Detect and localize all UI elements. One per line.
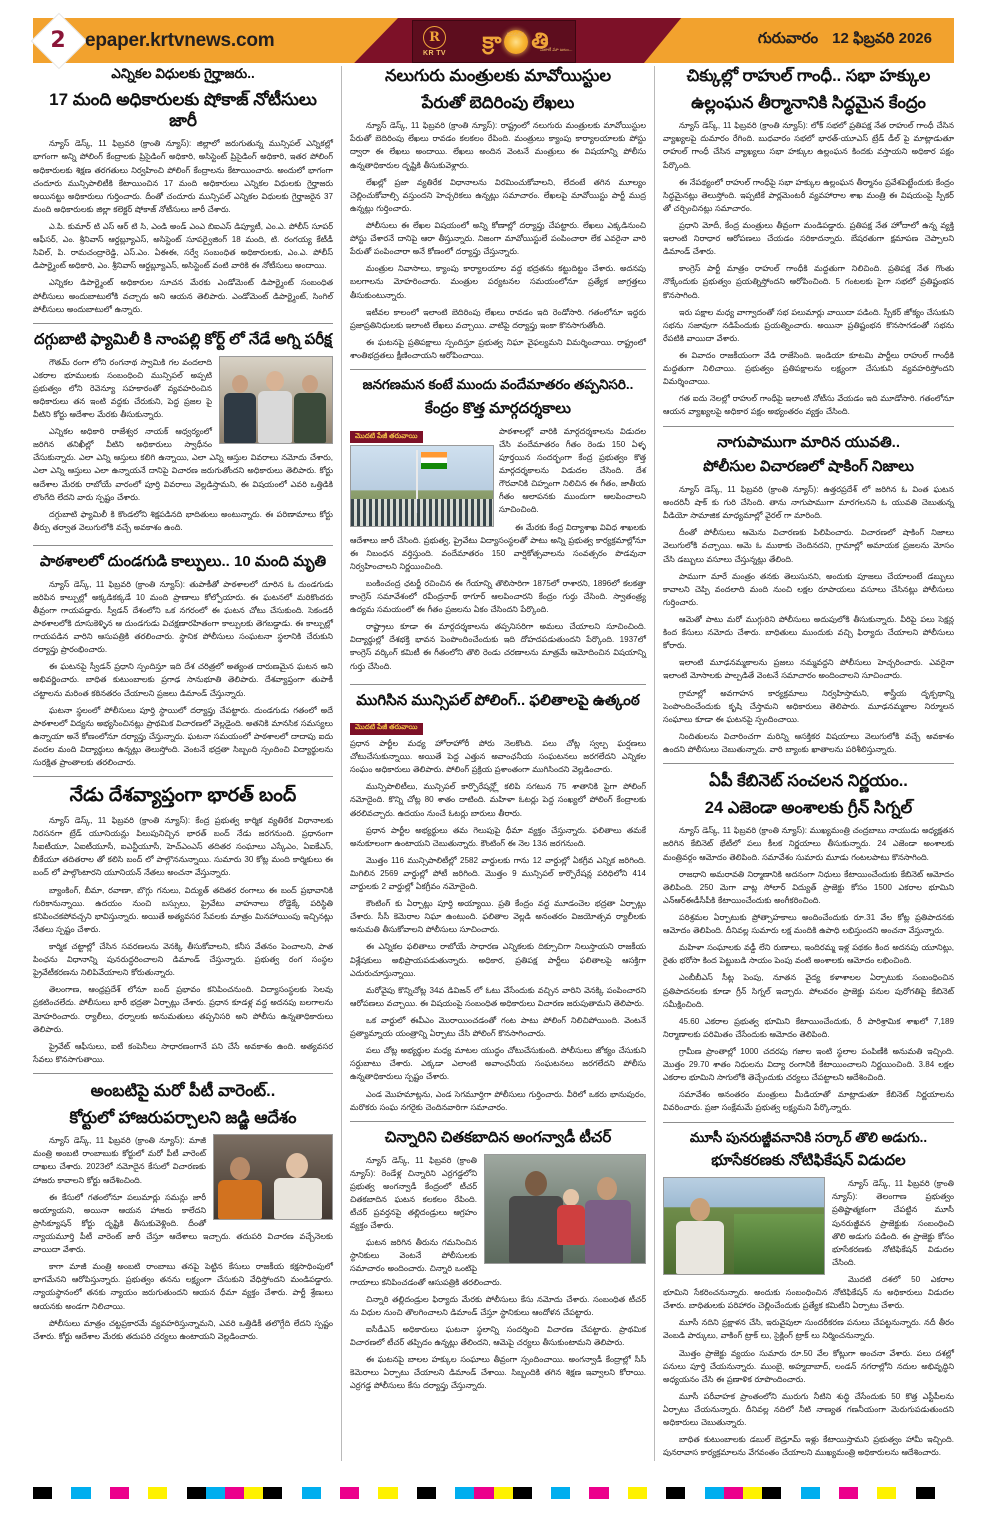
article-rahul-gandhi-privilege[interactable]	[663, 66, 954, 419]
color-bar-segment	[685, 1487, 704, 1499]
color-bar-segment	[187, 1487, 206, 1499]
article-paragraph: న్యూస్ డెస్క్, 11 ఫిబ్రవరి (క్రాంతి న్యూస్): రాష్ట్రంలో నలుగురు మంత్రులకు మావోయిస్టుల పేరుతో బెదిరింపు లేఖలు రావడం కలకలం రేపింది. మంత్రులు క్యాంపు కార్యాలయాలకు పోస్టు ద్వారా ఈ లేఖలు అందాయి. లేఖలు అందిన వెంటనే మంత్రులు ఈ విషయాన్ని పోలీసు ఉన్నతాధికారుల దృష్టికి తీసుకువెళ్లారు.	[350, 121, 646, 170]
kranti-sub-label: దినపత్రిక	[506, 31, 524, 38]
article-paragraph: న్యూస్ డెస్క్, 11 ఫిబ్రవరి (క్రాంతి న్యూస్): జిల్లాలో జరుగుతున్న మున్సిపల్ ఎన్నికల్లో భాగంగా అన్ని పోలింగ్ కేంద్రాలకు ప్రిసైడింగ్ అధికారి, అసిస్టెంట్ ప్రిసైడింగ్ అధికారి, ఇతర పోలింగ్ అధికారులకు శిక్షణ తరగతులు నిర్వహించి పోలింగ్ కేంద్రాలను కేటాయించారు. అందులో భాగంగా చందూరు మున్సిపాలిటీకి కేటాయించిన 17 మంది అధికారులు ఎన్నికల విధులకు గైర్హాజరు అయినట్టు అధికారులు గుర్తించారు. దీంతో చందూరు మున్సిపల్ ఎన్నికల విధులకు గైర్హాజరైన 37 మంది అధికారులకు జిల్లా కలెక్టర్ షోకాజ్ నోటీసులు జారీ చేశారు.	[33, 139, 333, 214]
article-paragraph: మూసీ పరీవాహక ప్రాంతంలోని మురుగు నీటిని శుద్ధి చేసేందుకు 50 కొత్త ఎస్టీపీలను ఏర్పాటు చేయనున్నారు. దీనివల్ల నదిలో నీటి నాణ్యత గణనీయంగా మెరుగుపడుతుందని అధికారులు చెబుతున్నారు.	[663, 1391, 954, 1428]
article-musi-revival[interactable]	[663, 1130, 954, 1464]
article-paragraph: ఘటన జరిగిన తీరును గమనించిన స్థానికులు వెంటనే పోలీసులకు సమాచారం అందించారు. చిన్నారి ఒంటిపై గాయాలు కనిపించడంతో ఆసుపత్రికి తరలించారు.	[350, 1238, 502, 1287]
article-paragraph: ఈ కేసులో గతంలోనూ పలుమార్లు సమన్లు జారీ అయ్యాయని, అయినా ఆయన హాజరు కాలేదని ప్రాసిక్యూషన్ కోర్టు దృష్టికి తీసుకువెళ్లింది. దీంతో న్యాయమూర్తి పీటీ వారెంట్ జారీ చేస్తూ ఆదేశాలు ఇచ్చారు. తదుపరి విచారణ వచ్చేనెలకు వాయిదా వేశారు.	[33, 1192, 333, 1255]
article-maoist-threat-letters[interactable]	[350, 66, 646, 362]
article-paragraph: ప్రధాన పార్టీల మధ్య హోరాహోరీ పోరు నెలకొంది. పలు చోట్ల స్వల్ప ఘర్షణలు చోటుచేసుకున్నాయి. అయితే పెద్ద ఎత్తున అవాంఛనీయ సంఘటనలు జరగలేదని ఎన్నికల సంఘం అధికారులు తెలిపారు. పోలింగ్ ప్రక్రియ ప్రశాంతంగా ముగిసిందని వెల్లడించారు.	[350, 738, 646, 775]
masthead-date-block	[758, 18, 932, 63]
color-registration-bar	[33, 1487, 954, 1499]
article-paragraph: న్యూస్ డెస్క్, 11 ఫిబ్రవరి (క్రాంతి న్యూస్): మాజీ మంత్రి అంబటి రాంబాబుకు కోర్టులో మరో పీటీ వారెంట్ దాఖలు చేశారు. 2023లో నమోదైన కేసులో విచారణకు హాజరు కావాలని కోర్టు ఆదేశించింది.	[33, 1136, 206, 1185]
color-bar-segment	[743, 1487, 762, 1499]
color-bar-segment	[52, 1487, 71, 1499]
color-bar-segment	[858, 1487, 877, 1499]
weekday-label: గురువారం	[757, 30, 819, 47]
color-bar-segment	[935, 1487, 954, 1499]
kranti-wordmark	[457, 30, 575, 54]
color-bar-segment	[916, 1487, 935, 1499]
article-paragraph: న్యూస్ డెస్క్, 11 ఫిబ్రవరి (క్రాంతి న్యూస్): రెండేళ్ల చిన్నారిని ఎర్రగడ్డలోని ప్రభుత్వ అంగన్వాడీ కేంద్రంలో టీచర్ చితకబాదిన ఘటన కలకలం రేపింది. టీచర్ ప్రవర్తనపై తల్లిదండ్రులు ఆగ్రహం వ్యక్తం చేశారు.	[350, 1155, 477, 1231]
article-paragraph: ప్రధాని మోదీ, కేంద్ర మంత్రులు తీవ్రంగా మండిపడ్డారు. ప్రతిపక్ష నేత హోదాలో ఉన్న వ్యక్తి ఇలాంటి నిరాధార ఆరోపణలు చేయడం సరికాదన్నారు. బేషరతుగా క్షమాపణ చెప్పాలని డిమాండ్ చేశారు.	[663, 221, 954, 257]
headline-line-2: 24 ఎజెండా అంశాలకు గ్రీన్ సిగ్నల్	[704, 798, 913, 817]
article-paragraph: ఆమెతో పాటు మరో ముగ్గురిని పోలీసులు అదుపులోకి తీసుకున్నారు. వీరిపై పలు సెక్షన్ల కింద కేసులు నమోదు చేశారు. బాధితులు ముందుకు వచ్చి ఫిర్యాదు చేయాలని పోలీసులు కోరారు.	[663, 615, 954, 651]
color-bar-segment	[398, 1487, 417, 1499]
article-paragraph: పోలీసులు మాత్రం చట్టప్రకారమే వ్యవహరిస్తున్నామని, ఎవరి ఒత్తిడికీ తలొగ్గేది లేదని స్పష్టం చేశారు. కోర్టు ఆదేశాల మేరకు తదుపరి చర్యలు ఉంటాయని వెల్లడించారు.	[33, 1318, 333, 1341]
article-vandemataram-guidelines[interactable]	[350, 377, 646, 677]
article-photo	[213, 1134, 333, 1220]
section-divider	[350, 684, 646, 685]
continued-caption-tag: మొదటి పేజీ తరువాయి	[350, 431, 423, 443]
section-divider	[663, 426, 954, 427]
article-paragraph: బ్యాంకింగ్, బీమా, రవాణా, బొగ్గు గనులు, విద్యుత్ తదితర రంగాలు ఈ బంద్ ప్రభావానికి గురికానున్నాయి. ఉదయం నుంచి బస్సులు, ప్రైవేటు వాహనాలు రోడ్డెక్కే పరిస్థితి కనిపించకపోవచ్చని భావిస్తున్నారు. అయితే అత్యవసర సేవలకు మాత్రం మినహాయింపు ఇచ్చినట్లు నేతలు స్పష్టం చేశారు.	[33, 885, 333, 934]
color-bar-segment	[455, 1487, 474, 1499]
color-bar-segment	[206, 1487, 225, 1499]
article-paragraph: ఎంబీబీఎస్ సీట్ల పెంపు, నూతన వైద్య కళాశాలల ఏర్పాటుకు సంబంధించిన ప్రతిపాదనలకు కూడా గ్రీన్ సిగ్నల్ ఇచ్చారు. పోలవరం ప్రాజెక్టు పనుల పురోగతిపై కేబినెట్ సమీక్షించింది.	[663, 973, 954, 1009]
article-paragraph: ప్రధాన పార్టీల అభ్యర్థులు తమ గెలుపుపై ధీమా వ్యక్తం చేస్తున్నారు. ఫలితాలు తమకే అనుకూలంగా ఉంటాయని చెబుతున్నారు. కౌంటింగ్ ఈ నెల 13న జరగనుంది.	[350, 825, 646, 848]
article-paragraph: న్యూస్ డెస్క్, 11 ఫిబ్రవరి (క్రాంతి న్యూస్): తెలంగాణ ప్రభుత్వం ప్రతిష్టాత్మకంగా చేపట్టిన మూసీ పునరుజ్జీవన ప్రాజెక్టుకు సంబంధించి తొలి అడుగు పడింది. ఈ ప్రాజెక్టు కోసం భూసేకరణకు నోటిఫికేషన్ విడుదల చేసింది.	[832, 1179, 954, 1267]
headline-line-1: నలుగురు మంత్రులకు మావోయిస్టుల	[384, 67, 612, 85]
article-paragraph: పాఠశాలల్లో వారికి మార్గదర్శకాలను విడుదల చేసి వందేమాతరం గీతం రెండు 150 ఏళ్ళ పూర్తయిన సందర్భంగా కేంద్ర ప్రభుత్వం కొత్త మార్గదర్శకాలను విడుదల చేసింది. దేశ గౌరవానికి చిహ్నంగా నిలిచిన ఈ గీతం, జాతీయ గీతం ఆలాపనకు ముందుగా ఆలపించాలని సూచించింది.	[499, 426, 646, 515]
article-ambati-pt-warrant[interactable]	[33, 1081, 333, 1347]
article-paragraph: గ్రామాల్లో అవగాహన కార్యక్రమాలు నిర్వహిస్తామని, శాస్త్రీయ దృక్పథాన్ని పెంపొందించేందుకు కృషి చేస్తామని అధికారులు తెలిపారు. మూఢనమ్మకాల నిర్మూలన సంఘాలు కూడా ఈ ఘటనపై స్పందించాయి.	[663, 688, 954, 724]
color-bar-segment	[474, 1487, 493, 1499]
article-paragraph: ఈ ఘటనపై ప్రతిపక్షాలు స్పందిస్తూ ప్రభుత్వ నిఘా వైఫల్యమని విమర్శించాయి. రాష్ట్రంలో శాంతిభద్రతలు క్షీణించాయని ఆరోపించాయి.	[350, 337, 646, 360]
color-bar-segment	[129, 1487, 148, 1499]
krtv-channel-logo	[413, 21, 457, 62]
color-bar-segment	[436, 1487, 455, 1499]
color-bar-segment	[244, 1487, 263, 1499]
article-paragraph: మంత్రుల నివాసాలు, క్యాంపు కార్యాలయాల వద్ద భద్రతను కట్టుదిట్టం చేశారు. అదనపు బలగాలను మోహరించారు. మంత్రుల పర్యటనల సమయంలోనూ ప్రత్యేక జాగ్రత్తలు తీసుకుంటున్నారు.	[350, 264, 646, 300]
section-divider	[663, 763, 954, 764]
kranti-word-part1: క్రా	[482, 28, 502, 54]
article-paragraph: ఒక వార్డులో ఈవీఎం మొరాయించడంతో గంట పాటు పోలింగ్ నిలిచిపోయింది. వెంటనే ప్రత్యామ్నాయ యంత్రాన్ని ఏర్పాటు చేసి పోలింగ్ కొనసాగించారు.	[350, 1016, 646, 1039]
article-daggubati-family-court[interactable]	[33, 331, 333, 538]
epaper-site-url[interactable]: epaper.krtvnews.com	[85, 29, 275, 51]
section-divider	[350, 1121, 646, 1122]
color-bar-segment	[494, 1487, 513, 1499]
article-paragraph: ఎన్నికల అధికారి రాజేశ్వర నాయక్ ఆధ్వర్యంలో జరిగిన తనిఖీల్లో వీటిని అధికారులు స్వాధీనం చేసుకున్నారు. ఎలా ఎన్ని ఆస్తులు కలిగి ఉన్నాయి, ఎలా ఎన్ని ఆస్తుల వివరాలు నమోదు చేశారు, ఎలా ఎన్ని ఆస్తులు ఎలా ఉన్నాయనే దానిపై విచారణ జరుగుతోందని అధికారులు తెలిపారు. కోర్టు ఆదేశాల మేరకు రాబోయే వారంలో పూర్తి వివరాలు వెల్లడిస్తామని, ఈ విషయంలో ఎవరి ఒత్తిడికి లొంగేది లేదని వారు స్పష్టం చేశారు.	[33, 427, 333, 502]
article-paragraph: బాధిత కుటుంబాలకు డబుల్ బెడ్రూమ్ ఇళ్లు కేటాయిస్తామని ప్రభుత్వం హామీ ఇచ్చింది. పునరావాస కార్యక్రమాలను వేగవంతం చేయాలని ముఖ్యమంత్రి అధికారులను ఆదేశించారు.	[663, 1435, 954, 1458]
article-paragraph: తెలంగాణ, ఆంధ్రప్రదేశ్ లోనూ బంద్ ప్రభావం కనిపించనుంది. విద్యాసంస్థలకు సెలవు ప్రకటించలేదు. పోలీసులు భారీ భద్రతా ఏర్పాట్లు చేశారు. ప్రధాన కూడళ్ల వద్ద అదనపు బలగాలను మోహరించారు. ర్యాలీలు, ధర్నాలకు అనుమతులు తప్పనిసరి అని పోలీసు ఉన్నతాధికారులు తెలిపారు.	[33, 985, 333, 1034]
article-paragraph: ఇలాంటి మూఢనమ్మకాలను ప్రజలు నమ్మవద్దని పోలీసులు హెచ్చరించారు. ఎవరైనా ఇలాంటి మోసాలకు పాల్పడితే వెంటనే సమాచారం అందించాలని సూచించారు.	[663, 658, 954, 681]
article-paragraph: 45.60 ఎకరాల ప్రభుత్వ భూమిని కేటాయించేందుకు, రీ పారిశ్రామిక శాఖలో 7,189 నిర్మాణాలకు పరిమితం చేసేందుకు ఆమోదం తెలిపింది.	[663, 1016, 954, 1039]
headline-line-2: ముగిసిన మున్సిపల్ పోలింగ్.. ఫలితాలపై ఉత్కంఠ	[356, 691, 640, 709]
color-bar-segment	[724, 1487, 743, 1499]
color-bar-segment	[91, 1487, 110, 1499]
column-3	[654, 66, 954, 1461]
headline-line-1: అంబటిపై మరో పీటీ వారెంట్..	[90, 1081, 276, 1100]
color-bar-segment	[148, 1487, 167, 1499]
article-paragraph: పరిశ్రమల ఏర్పాటుకు ప్రోత్సాహకాలు అందించేందుకు రూ.31 వేల కోట్ల ప్రతిపాదనకు ఆమోదం తెలిపింది. దీనివల్ల సుమారు లక్ష మందికి ఉపాధి లభిస్తుందని అంచనా వేస్తున్నారు.	[663, 913, 954, 936]
article-paragraph: చిన్నారి తల్లిదండ్రుల ఫిర్యాదు మేరకు పోలీసులు కేసు నమోదు చేశారు. సంబంధిత టీచర్ ను విధుల నుంచి తొలగించాలని డిమాండ్ చేస్తూ స్థానికులు ఆందోళన చేపట్టారు.	[350, 1294, 646, 1317]
color-bar-segment	[33, 1487, 52, 1499]
color-bar-segment	[282, 1487, 301, 1499]
krtv-monogram-icon: R	[423, 26, 446, 49]
krtv-channel-name: KR TV	[423, 50, 446, 57]
color-bar-segment	[570, 1487, 589, 1499]
color-bar-segment	[302, 1487, 321, 1499]
article-paragraph: ఐసీడీఎస్ అధికారులు ఘటనా స్థలాన్ని సందర్శించి విచారణ చేపట్టారు. ప్రాథమిక విచారణలో టీచర్ తప్పిదం ఉన్నట్లు తేలిందని, ఆమెపై చర్యలు తీసుకుంటామని తెలిపారు.	[350, 1324, 646, 1347]
article-paragraph: న్యూస్ డెస్క్, 11 ఫిబ్రవరి (క్రాంతి న్యూస్): కేంద్ర ప్రభుత్వ కార్మిక వ్యతిరేక విధానాలకు నిరసనగా ట్రేడ్ యూనియన్లు పిలుపునిచ్చిన భారత్ బంద్ నేడు జరగనుంది. ప్రధానంగా సీఐటీయూ, ఏఐటీయూసీ, ఐఎన్టీయూసీ, హెచ్ఎంఎస్ తదితర సంఘాలు ఎస్కేఎం, ఏఐకేఎస్, బీకేయూ తదితరాల తో కలిసి బంద్ లో పాల్గొననున్నాయి. సుమారు 30 కోట్ల మంది కార్మికులు ఈ బంద్ లో పాల్గొంటారని యూనియన్ నేతలు అంచనా వేస్తున్నారు.	[33, 816, 333, 878]
article-paragraph: దీంతో పోలీసులు ఆమెను విచారణకు పిలిపించారు. విచారణలో షాకింగ్ నిజాలు వెలుగులోకి వచ్చాయి. ఆమె ఓ ముఠాకు చెందినదని, గ్రామాల్లో అమాయక ప్రజలను మోసం చేసి డబ్బులు వసూలు చేస్తున్నట్లు తేలింది.	[663, 528, 954, 564]
headline-line-1: చిక్కుల్లో రాహుల్ గాంధీ.. సభా హక్కుల	[686, 67, 931, 85]
section-divider	[33, 1073, 333, 1074]
article-paragraph: ఎన్నికల డిపార్ట్మెంట్ అధికారుల సూచన మేరకు ఎండోమెంట్ డిపార్ట్మెంట్ సంబంధిత పోలీసులు అందుబాటులోకి వచ్చారు అని ఆయన తెలిపారు. ఎండోమెంట్ డిపార్ట్మెంట్, సింగిల్ పోలీసులు అందుబాటులో ఉన్నారు.	[33, 278, 333, 314]
color-bar-segment	[110, 1487, 129, 1499]
article-paragraph: న్యూస్ డెస్క్, 11 ఫిబ్రవరి (క్రాంతి న్యూస్): తుపాకీతో పాఠశాలలో దూరిన ఓ దుండగుడు జరిపిన కాల్పుల్లో అక్కడికక్కడే 10 మంది ప్రాణాలు కోల్పోయారు. ఈ ఘటనలో మరికొందరు తీవ్రంగా గాయపడ్డారు. స్వీడన్ దేశంలోని ఒక నగరంలో ఈ ఘటన చోటు చేసుకుంది. సెకండరీ పాఠశాలలోకి దూసుకెళ్ళిన ఆ దుండగుడు విచక్షణారహితంగా కాల్పులకు తెగబడ్డాడు. ఈ కాల్పుల్లో గాయపడిన వారిని ఆసుపత్రికి తరలించారు. స్థానిక పోలీసులు సంఘటనా స్థలానికి చేరుకుని దర్యాప్తు ప్రారంభించారు.	[33, 579, 333, 655]
headline-line-1: నాగుపాముగా మారిన యువతి..	[716, 433, 901, 451]
article-photo	[484, 1154, 646, 1264]
article-paragraph: కాంగ్రెస్ పార్టీ మాత్రం రాహుల్ గాంధీకి మద్దతుగా నిలిచింది. ప్రతిపక్ష నేత గొంతు నొక్కేందుకు ప్రభుత్వం ప్రయత్నిస్తోందని ఆరోపించింది. 5 గంటలకు పైగా సభలో ప్రతిష్టంభన కొనసాగింది.	[663, 264, 954, 300]
color-bar-segment	[167, 1487, 186, 1499]
article-paragraph: న్యూస్ డెస్క్, 11 ఫిబ్రవరి (క్రాంతి న్యూస్): లోక్ సభలో ప్రతిపక్ష నేత రాహుల్ గాంధీ చేసిన వ్యాఖ్యలపై దుమారం రేగింది. బుధవారం సభలో భారత్-యూఎస్ ట్రేడ్ డీల్ పై మాట్లాడుతూ రాహుల్ గాంధీ చేసిన వ్యాఖ్యలు సభా హక్కుల ఉల్లంఘన కిందకు వస్తాయని అధికార పక్షం పేర్కొంది.	[663, 121, 954, 170]
article-paragraph: మొదటి దశలో 50 ఎకరాల భూమిని సేకరించనున్నారు. అందుకు సంబంధించిన నోటిఫికేషన్ ను అధికారులు విడుదల చేశారు. బాధితులకు పరిహారం చెల్లించేందుకు ప్రత్యేక కమిటీని ఏర్పాటు చేశారు.	[663, 1274, 954, 1311]
article-paragraph: గత ఐదు నెలల్లో రాహుల్ గాంధీపై ఇలాంటి నోటీసు వేయడం ఇది మూడోసారి. గతంలోనూ ఆయన వ్యాఖ్యలపై అధికార పక్షం అభ్యంతరం వ్యక్తం చేసింది.	[663, 394, 954, 417]
article-cobra-woman[interactable]	[663, 434, 954, 757]
article-paragraph: ఇరు పక్షాల మధ్య వాగ్వాదంతో సభ పలుమార్లు వాయిదా పడింది. స్పీకర్ జోక్యం చేసుకుని సభను సజావుగా నడిపేందుకు ప్రయత్నించారు. అయినా ప్రతిష్టంభన కొనసాగడంతో సభను రేపటికి వాయిదా వేశారు.	[663, 307, 954, 343]
page-number: 2	[50, 27, 66, 53]
color-bar-segment	[513, 1487, 532, 1499]
masthead	[33, 18, 954, 63]
article-paragraph: మొత్తం 116 మున్సిపాలిటీల్లో 2582 వార్డులకు గాను 12 వార్డుల్లో ఏకగ్రీవ ఎన్నిక జరిగింది. మిగిలిన 2569 వార్డుల్లో పోటీ జరిగింది. మొత్తం 9 మున్సిపల్ కార్పొరేషన్ల పరిధిలోని 414 వార్డులకు 2 వార్డుల్లో ఏకగ్రీవం నమోదైంది.	[350, 855, 646, 892]
article-paragraph: రాజధాని అమరావతి నిర్మాణానికి అదనంగా నిధులు కేటాయించేందుకు కేబినెట్ ఆమోదం తెలిపింది. 250 మెగా వాట్ల సోలార్ విద్యుత్ ప్రాజెక్టు కోసం 1500 ఎకరాల భూమిని ఎన్ఆర్ఈడీసీపీకి కేటాయించేందుకు అంగీకరించింది.	[663, 869, 954, 905]
article-paragraph: ఈ వివాదం రాజకీయంగా వేడి రాజేసింది. ఇండియా కూటమి పార్టీలు రాహుల్ గాంధీకి మద్దతుగా నిలిచాయి. ప్రభుత్వం ప్రతిపక్షాలను లక్ష్యంగా చేసుకుని వ్యవహరిస్తోందని విమర్శించాయి.	[663, 351, 954, 387]
article-figure	[350, 425, 492, 528]
headline-line-2: పోలీసుల విచారణలో షాకింగ్ నిజాలు	[703, 458, 914, 476]
article-election-duty-notices[interactable]	[33, 66, 333, 316]
color-bar-segment	[225, 1487, 244, 1499]
newspaper-page-sheet	[33, 66, 954, 1461]
page-footer-space	[0, 1501, 987, 1525]
article-ap-cabinet-24-agenda[interactable]	[663, 771, 954, 1114]
color-bar-segment	[801, 1487, 820, 1499]
color-bar-segment	[781, 1487, 800, 1499]
article-paragraph: ఎండ మొహమాట్లను, ఎండ సెగమూర్తిగా పోలీసులు గుర్తించారు. వీరిలో ఒకరు భానుపురం, మరొకరు సంఘ నగరైకు చెందినవారిగా సమాచారం.	[350, 1089, 646, 1112]
color-bar-segment	[532, 1487, 551, 1499]
article-paragraph: లేఖల్లో ప్రజా వ్యతిరేక విధానాలను విరమించుకోవాలని, లేదంటే తగిన మూల్యం చెల్లించుకోవాల్సి వస్తుందని హెచ్చరికలు ఉన్నట్లు సమాచారం. లేఖలపై మావోయిస్టు పార్టీ ముద్ర ఉన్నట్లు గుర్తించారు.	[350, 177, 646, 213]
article-paragraph: దగ్గుబాటి ఫ్యామిలీ కి కొండలోని శిక్షపడినది భాదితులు అంటున్నారు. ఈ పరిణామాలు కోర్టు తీర్పు తర్వాత వెలుగులోకి వచ్చే అవకాశం ఉంది.	[33, 509, 333, 532]
article-paragraph: మరోవైపు కొన్నిచోట్ల 34వ డివిజన్ లో ఓటు వేసేందుకు వచ్చిన వారిని వెనక్కి పంపించారని ఆరోపణలు వచ్చాయి. ఈ విషయంపై సంబంధిత అధికారులు విచారణ జరుపుతామని తెలిపారు.	[350, 985, 646, 1008]
headline-line-2: భూసేకరణకు నోటిఫికేషన్ విడుదల	[711, 1152, 906, 1170]
headline-line-2: పేరుతో బెదిరింపు లేఖలు	[421, 93, 575, 112]
article-paragraph: ఈ నేపథ్యంలో రాహుల్ గాంధీపై సభా హక్కుల ఉల్లంఘన తీర్మానం ప్రవేశపెట్టేందుకు కేంద్రం సిద్ధమైనట్లు తెలుస్తోంది. ఇప్పటికే పార్లమెంటరీ వ్యవహారాల శాఖ మంత్రి ఈ విషయంపై స్పీకర్ తో చర్చించినట్లు సమాచారం.	[663, 177, 954, 213]
date-label: 12 ఫిబ్రవరి 2026	[832, 30, 932, 47]
article-paragraph: నిందితులను విచారించగా మరిన్ని ఆసక్తికర విషయాలు వెలుగులోకి వచ్చే అవకాశం ఉందని పోలీసులు చెబుతున్నారు. వారి బ్యాంకు ఖాతాలను పరిశీలిస్తున్నారు.	[663, 731, 954, 755]
headline-line-1: జనగణమన కంటే ముందు వందేమాతరం తప్పనిసరి..	[362, 377, 634, 393]
headline-line-1: మూసీ పునరుజ్జీవనానికి సర్కార్ తొలి అడుగు..	[689, 1129, 928, 1145]
article-photo	[663, 1177, 825, 1275]
color-bar-segment	[417, 1487, 436, 1499]
article-paragraph: ఘటనా స్థలంలో పోలీసులు పూర్తి స్థాయిలో దర్యాప్తు చేపట్టారు. దుండగుడు గతంలో అదే పాఠశాలలో విద్యను అభ్యసించినట్లు ప్రాథమిక విచారణలో వెల్లడైంది. అతనికి మానసిక సమస్యలు ఉన్నాయా అనే కోణంలోనూ దర్యాప్తు చేస్తున్నారు. ఘటనా సమయంలో పాఠశాలలో దాదాపు ఐదు వందల మంది విద్యార్థులు ఉన్నట్లు తెలుస్తోంది. వెంటనే భద్రతా సిబ్బంది స్పందించి విద్యార్థులను సురక్షిత ప్రాంతాలకు తరలించారు.	[33, 705, 333, 768]
color-bar-segment	[609, 1487, 628, 1499]
article-school-shooting-10-dead[interactable]	[33, 553, 333, 769]
article-paragraph: న్యూస్ డెస్క్, 11 ఫిబ్రవరి (క్రాంతి న్యూస్): ఉత్తరప్రదేశ్ లో జరిగిన ఓ వింత ఘటన అందరినీ షాక్ కు గురి చేసింది. తాను నాగుపాముగా మారగలనని ఓ యువతి చెబుతున్న వీడియో సామాజిక మాధ్యమాల్లో వైరల్ గా మారింది.	[663, 485, 954, 521]
section-divider	[663, 1122, 954, 1123]
article-paragraph: గ్రామీణ ప్రాంతాల్లో 1000 చదరపు గజాల ఇంటి స్థలాల పంపిణీకి అనుమతి ఇచ్చింది. మొత్తం 29.70 శాతం నిధులను విద్యా రంగానికి కేటాయించాలని నిర్ణయించింది. 3.84 లక్షల ఎకరాల భూమిని సాగులోకి తెచ్చేందుకు చర్యలు చేపట్టాలని ఆదేశించింది.	[663, 1047, 954, 1083]
article-bharat-bandh[interactable]	[33, 784, 333, 1066]
article-paragraph: కాగా మాజీ మంత్రి అంబటి రాంబాబు తనపై పెట్టిన కేసులు రాజకీయ కక్షసాధింపులో భాగమేనని ఆరోపిస్తున్నారు. ప్రభుత్వం తనను లక్ష్యంగా చేసుకుని వేధిస్తోందని మండిపడ్డారు. న్యాయస్థానంలో తనకు న్యాయం జరుగుతుందని ఆయన ధీమా వ్యక్తం చేశారు. పార్టీ శ్రేణులు ఆయనకు అండగా నిలిచాయి.	[33, 1262, 333, 1311]
article-photo	[219, 356, 333, 444]
article-paragraph: ఈ మేరకు కేంద్ర విద్యాశాఖ వివిధ శాఖలకు ఆదేశాలు జారీ చేసింది. ప్రభుత్వ, ప్రైవేటు విద్యాసంస్థలతో పాటు అన్ని ప్రభుత్వ కార్యక్రమాల్లోనూ ఈ నిబంధన వర్తిస్తుంది. వందేమాతరం 150 వార్షికోత్సవాలను సంవత్సరం పొడవునా నిర్వహించాలని నిర్ణయించింది.	[350, 522, 646, 571]
headline-line-2: కోర్టులో హాజరుపర్చాలని జడ్జి ఆదేశం	[69, 1108, 297, 1127]
article-municipal-polling-ended[interactable]	[350, 692, 646, 1114]
article-paragraph: కౌంటింగ్ కు ఏర్పాట్లు పూర్తి అయ్యాయి. ప్రతి కేంద్రం వద్ద మూడంచెల భద్రతా ఏర్పాట్లు చేశారు. సీసీ కెమెరాల నిఘా ఉంటుంది. ఫలితాల వెల్లడి అనంతరం విజయోత్సవ ర్యాలీలకు అనుమతి తీసుకోవాలని పోలీసులు సూచించారు.	[350, 899, 646, 935]
article-photo	[350, 445, 494, 527]
color-bar-segment	[321, 1487, 340, 1499]
article-paragraph: మూసీ నదిని ప్రక్షాళన చేసి, ఇరువైపులా సుందరీకరణ పనులు చేపట్టనున్నారు. నదీ తీరం వెంబడి పార్కులు, వాకింగ్ ట్రాక్ లు, సైక్లింగ్ ట్రాక్ లు నిర్మించనున్నారు.	[663, 1318, 954, 1341]
color-bar-segment	[551, 1487, 570, 1499]
color-bar-segment	[877, 1487, 896, 1499]
color-bar-segment	[359, 1487, 378, 1499]
headline-line-2: నేడు దేశవ్యాప్తంగా భారత్ బంద్	[69, 785, 297, 807]
article-paragraph: పోలీసులు ఈ లేఖల విషయంలో అన్ని కోణాల్లో దర్యాప్తు చేపట్టారు. లేఖలు ఎక్కడినుంచి పోస్టు చేశారనే దానిపై ఆరా తీస్తున్నారు. నిజంగా మావోయిస్టులే పంపించారా లేక ఎవరైనా వారి పేరుతో పంపించారా అనే కోణంలో దర్యాప్తు చేస్తున్నారు.	[350, 221, 646, 257]
headline-line-2: చిన్నారిని చితకబాదిన అంగన్వాడీ టీచర్	[384, 1128, 612, 1146]
article-paragraph: సమావేశం అనంతరం మంత్రులు మీడియాతో మాట్లాడుతూ కేబినెట్ నిర్ణయాలను వివరించారు. ప్రజా సంక్షేమమే ప్రభుత్వ లక్ష్యమని పేర్కొన్నారు.	[663, 1090, 954, 1113]
color-bar-segment	[762, 1487, 781, 1499]
section-divider	[33, 776, 333, 777]
section-divider	[33, 323, 333, 324]
color-bar-segment	[71, 1487, 90, 1499]
headline-line-2: ఉల్లంఘన తీర్మానానికి సిద్ధమైన కేంద్రం	[691, 93, 926, 112]
color-bar-segment	[647, 1487, 666, 1499]
article-paragraph: ఈ ఘటనపై బాలల హక్కుల సంఘాలు తీవ్రంగా స్పందించాయి. అంగన్వాడీ కేంద్రాల్లో సీసీ కెమెరాలు ఏర్పాటు చేయాలని డిమాండ్ చేశాయి. సిబ్బందికి తగిన శిక్షణ ఇవ్వాలని కోరాయి. ఎర్రగడ్డ పోలీసులు కేసు దర్యాప్తు చేస్తున్నారు.	[350, 1355, 646, 1391]
kranti-word-part2: తి	[531, 28, 549, 54]
article-paragraph: మొత్తం ప్రాజెక్టు వ్యయం సుమారు రూ.50 వేల కోట్లుగా అంచనా వేశారు. పలు దశల్లో పనులు పూర్తి చేయనున్నారు. ముంబై, అహ్మదాబాద్, లండన్ నగరాల్లోని నదుల అభివృద్ధిని అధ్యయనం చేసి ఈ ప్రణాళిక రూపొందించారు.	[663, 1348, 954, 1384]
article-paragraph: ఈ ఎన్నికల ఫలితాలు రాబోయే సాధారణ ఎన్నికలకు దిక్సూచిగా నిలుస్తాయని రాజకీయ విశ్లేషకులు అభిప్రాయపడుతున్నారు. అధికార, ప్రతిపక్ష పార్టీలు ఫలితాలపై ఆసక్తిగా ఎదురుచూస్తున్నాయి.	[350, 942, 646, 978]
krtv-kranti-logo	[412, 20, 576, 63]
article-paragraph: రాష్ట్రాలు కూడా ఈ మార్గదర్శకాలను తప్పనిసరిగా అమలు చేయాలని సూచించింది. విద్యార్థుల్లో దేశభక్తి భావన పెంపొందించేందుకు ఇది దోహదపడుతుందని పేర్కొంది. 1937లో కాంగ్రెస్ వర్కింగ్ కమిటీ ఈ గీతంలోని తొలి రెండు చరణాలను మాత్రమే ఆమోదించిన విషయాన్ని గుర్తు చేసింది.	[350, 622, 646, 671]
color-bar-segment	[589, 1487, 608, 1499]
headline-line-2: దగ్గుబాటి ఫ్యామిలీ కి నాంపల్లి కోర్ట్ లో నేడే అగ్ని పరీక్ష	[34, 330, 332, 348]
color-bar-segment	[263, 1487, 282, 1499]
section-divider	[33, 545, 333, 546]
article-paragraph: మహిళా సంఘాలకు వడ్డీ లేని రుణాలు, ఇందిరమ్మ ఇళ్ల పథకం కింద అదనపు యూనిట్లు, రైతు భరోసా కింద పెట్టుబడి సాయం పెంపు వంటి అంశాలకు ఆమోదం లభించింది.	[663, 943, 954, 966]
headline-line-1: ఎన్నికల విధులకు గైర్హాజరు..	[111, 66, 255, 81]
article-anganwadi-teacher[interactable]	[350, 1129, 646, 1397]
headline-line-1: ఏపీ కేబినెట్ సంచలన నిర్ణయం..	[709, 772, 908, 791]
continued-caption-tag: మొదటి పేజీ తరువాయి	[350, 723, 423, 735]
color-bar-segment	[628, 1487, 647, 1499]
article-paragraph: మున్సిపాలిటీలు, మున్సిపల్ కార్పొరేషన్ల్లో కలిపి సగటున 75 శాతానికి పైగా పోలింగ్ నమోదైంది. కొన్ని చోట్ల 80 శాతం దాటింది. మహిళా ఓటర్లు పెద్ద సంఖ్యలో పోలింగ్ కేంద్రాలకు తరలివచ్చారు. ఉదయం నుంచే ఓటర్లు బారులు తీరారు.	[350, 782, 646, 818]
headline-line-2: పాఠశాలలో దుండగుడి కాల్పులు.. 10 మంది మృతి	[39, 552, 327, 570]
color-bar-segment	[896, 1487, 915, 1499]
headline-line-2: కేంద్రం కొత్త మార్గదర్శకాలు	[425, 399, 571, 417]
article-paragraph: కార్మిక చట్టాల్లో చేసిన సవరణలను వెనక్కి తీసుకోవాలని, కనీస వేతనం పెంచాలని, పాత పింఛను విధానాన్ని పునరుద్ధరించాలని డిమాండ్ చేస్తున్నారు. ప్రభుత్వ రంగ సంస్థల ప్రైవేటీకరణను నిలిపివేయాలని కోరుతున్నారు.	[33, 941, 333, 978]
article-paragraph: ఇటీవల కాలంలో ఇలాంటి బెదిరింపు లేఖలు రావడం ఇది రెండోసారి. గతంలోనూ ఇద్దరు ప్రజాప్రతినిధులకు ఇలాంటి లేఖలు వచ్చాయి. వాటిపై దర్యాప్తు ఇంకా కొనసాగుతోంది.	[350, 307, 646, 330]
color-bar-segment	[666, 1487, 685, 1499]
article-paragraph: గౌతమ్ రంగా లోని రంగనాథ స్వామికి గల వందలాది ఎకరాల భూములకు సంబంధించి మున్సిపల్ అప్పటి ప్రభుత్వం లోని రెవెన్యూ సహకారంతో వ్యవహరించిన అధికారులు తన ఇంటి వద్దకు చేరుకుని, పెద్ద ప్రజల పై వీటిని కోర్టు ఆదేశాల మేరకు తీసుకున్నారు.	[33, 357, 212, 419]
kranti-tagline: నిజాలే మా బలం...	[540, 46, 573, 52]
article-paragraph: పాముగా మారే మంత్రం తనకు తెలుసునని, అందుకు పూజలు చేయాలంటే డబ్బులు కావాలని చెప్పి వందలాది మంది నుంచి లక్షల రూపాయలు వసూలు చేసినట్లు పోలీసులు గుర్తించారు.	[663, 571, 954, 607]
article-paragraph: బంకించంద్ర ఛటర్జీ రచించిన ఈ గేయాన్ని తొలిసారిగా 1875లో రాశారని, 1896లో కలకత్తా కాంగ్రెస్ సమావేశంలో రవీంద్రనాథ్ ఠాగూర్ ఆలపించారని కేంద్రం గుర్తు చేసింది. స్వాతంత్ర్య ఉద్యమ సమయంలో ఈ గీతం ప్రజలను ఏకం చేసిందని పేర్కొంది.	[350, 578, 646, 615]
article-paragraph: న్యూస్ డెస్క్, 11 ఫిబ్రవరి (క్రాంతి న్యూస్): ముఖ్యమంత్రి చంద్రబాబు నాయుడు అధ్యక్షతన జరిగిన కేబినెట్ భేటీలో పలు కీలక నిర్ణయాలు తీసుకున్నారు. 24 ఎజెండా అంశాలకు మంత్రివర్గం ఆమోదం తెలిపింది. సమావేశం సుమారు మూడు గంటలపాటు కొనసాగింది.	[663, 826, 954, 862]
headline-line-2: 17 మంది అధికారులకు షోకాజ్ నోటీసులు జారీ	[49, 89, 317, 131]
section-divider	[350, 369, 646, 370]
color-bar-segment	[705, 1487, 724, 1499]
color-bar-segment	[340, 1487, 359, 1499]
color-bar-segment	[839, 1487, 858, 1499]
article-paragraph: పలు చోట్ల అభ్యర్థుల మధ్య మాటల యుద్ధం చోటుచేసుకుంది. పోలీసులు జోక్యం చేసుకుని సర్దుబాటు చేశారు. ఎక్కడా ఎలాంటి అవాంఛనీయ సంఘటనలు జరగలేదని పోలీసు ఉన్నతాధికారులు స్పష్టం చేశారు.	[350, 1046, 646, 1082]
color-bar-segment	[820, 1487, 839, 1499]
article-paragraph: ఎ.పి. కుమార్ టి ఎస్ ఆర్ టి సి, ఎండి అండ్ ఎంఎ బిఐఎస్ డిప్యూటీ, ఎం.ఎ. పోలీస్ సూపర్ ఆఫీసర్, ఎం. శ్రీనివాస్ ఆర్డబ్ల్యూఎస్, అసిస్టెంట్ సూపర్వైజింగ్ 18 మంది, టి. రంగయ్య కేటీడీ సివిల్, పి. రామచంద్రారెడ్డి, ఎస్.ఎం. ఏఈఈ, సర్వే సంబంధిత అధికారులకు, ఎం.ఎ. పోలీస్ డిపార్ట్మెంట్ అధికారి, ఎం. శ్రీనివాస్ ఆర్డబ్ల్యూఎస్, అసిస్టెంట్ వంటి వారికి ఈ నోటీసులు అందాయి.	[33, 222, 333, 271]
color-bar-segment	[378, 1487, 397, 1499]
column-2	[341, 66, 646, 1461]
article-paragraph: ప్రైవేట్ ఆఫీసులు, ఐటీ కంపెనీలు సాధారణంగానే పని చేసే అవకాశం ఉంది. అత్యవసర సేవలు కొనసాగుతాయి.	[33, 1041, 333, 1064]
article-paragraph: ఈ ఘటనపై స్వీడన్ ప్రధాని స్పందిస్తూ ఇది దేశ చరిత్రలో అత్యంత దారుణమైన ఘటన అని అభివర్ణించారు. బాధిత కుటుంబాలకు ప్రగాఢ సానుభూతి తెలిపారు. దేశవ్యాప్తంగా తుపాకీ చట్టాలను మరింత కఠినతరం చేయాలని ప్రజలు డిమాండ్ చేస్తున్నారు.	[33, 662, 333, 698]
column-1	[33, 66, 333, 1461]
